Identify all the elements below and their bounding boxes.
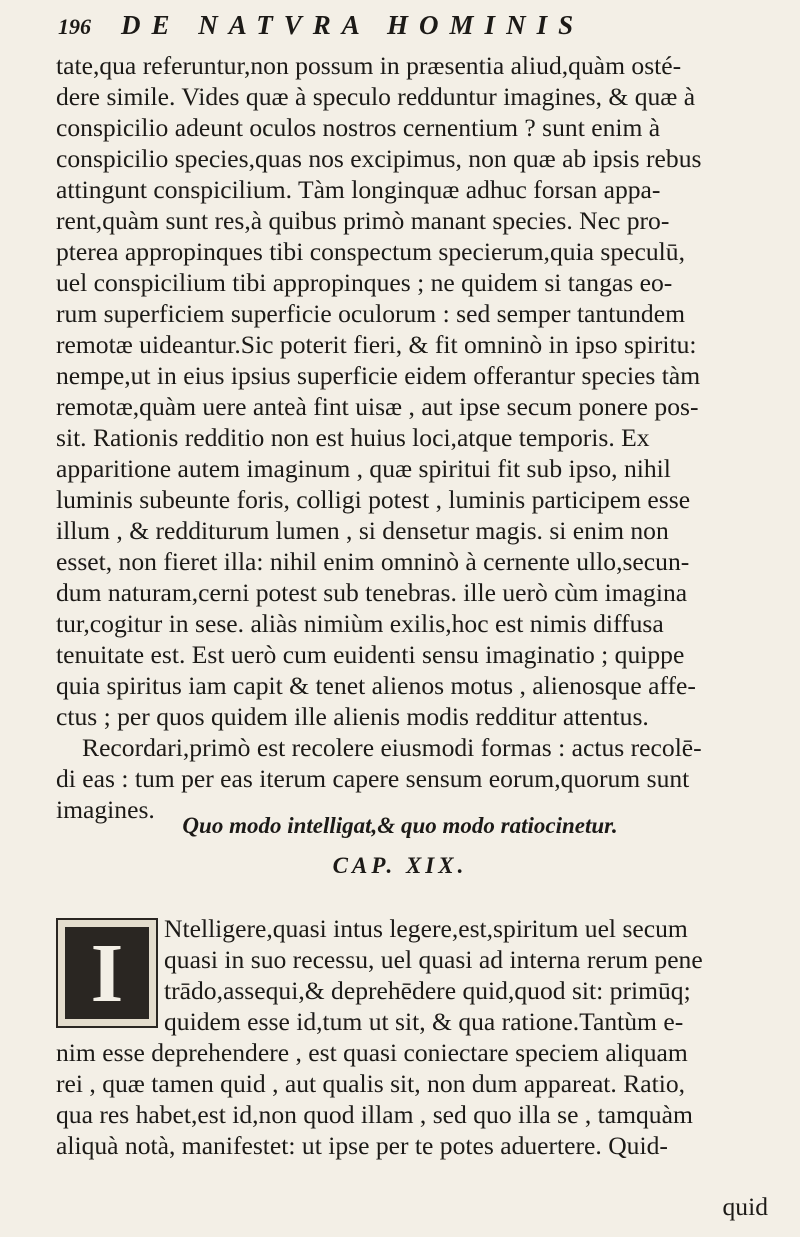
running-head-title: DE NATVRA HOMINIS (121, 10, 585, 40)
text-line: remotæ uideantur.Sic poterit fieri, & fit omninò in ipso spiritu: (56, 330, 697, 359)
text-line: aliquà notà, manifestet: ut ipse per te potes aduertere. Quid- (56, 1131, 668, 1160)
catchword: quid (722, 1192, 768, 1221)
text-line: dum naturam,cerni potest sub tenebras. ille uerò cùm imagina (56, 578, 688, 607)
text-line: rei , quæ tamen quid , aut qualis sit, non dum appareat. Ratio, (56, 1069, 686, 1098)
text-line: illum , & redditurum lumen , si densetur magis. si enim non (56, 516, 669, 545)
text-line: quia spiritus iam capit & tenet alienos motus , alienosque affe- (56, 671, 696, 700)
text-line: esset, non fieret illa: nihil enim omninò à cernente ullo,secun- (56, 547, 690, 576)
text-line: dere simile. Vides quæ à speculo redduntur imagines, & quæ à (56, 82, 696, 111)
text-line: sit. Rationis redditio non est huius loci,atque temporis. Ex (56, 423, 650, 452)
text-line: luminis subeunte foris, colligi potest , luminis participem esse (56, 485, 691, 514)
text-line: apparitione autem imaginum , quæ spiritui fit sub ipso, nihil (56, 454, 671, 483)
text-line: rent,quàm sunt res,à quibus primò manant species. Nec pro- (56, 206, 670, 235)
text-line: trādo,assequi,& deprehēdere quid,quod sit: primūq; (164, 976, 691, 1005)
chapter-heading: Quo modo intelligat,& quo modo ratiocinetur. (182, 813, 618, 838)
text-line: quasi in suo recessu, uel quasi ad interna rerum pene (164, 945, 703, 974)
running-header (58, 10, 760, 41)
initial-letter: I (65, 927, 149, 1019)
text-line: conspicilio species,quas nos excipimus, non quæ ab ipsis rebus (56, 144, 702, 173)
text-line: Ntelligere,quasi intus legere,est,spiritum uel secum (164, 914, 688, 943)
text-line: quidem esse id,tum ut sit, & qua ratione.Tantùm e- (164, 1007, 684, 1036)
text-line: conspicilio adeunt oculos nostros cernentium ? sunt enim à (56, 113, 661, 142)
text-line: rum superficiem superficie oculorum : sed semper tantundem (56, 299, 685, 328)
text-line-indented: Recordari,primò est recolere eiusmodi formas : actus recolē- (82, 733, 702, 762)
chapter-number: CAP. XIX. (332, 853, 468, 878)
text-line: imagines. (56, 795, 155, 824)
text-line: tur,cogitur in sese. aliàs nimiùm exilis,hoc est nimis diffusa (56, 609, 664, 638)
text-line: tenuitate est. Est uerò cum euidenti sensu imaginatio ; quippe (56, 640, 685, 669)
text-line: ctus ; per quos quidem ille alienis modis redditur attentus. (56, 702, 649, 731)
text-line: pterea appropinques tibi conspectum specierum,quia speculū, (56, 237, 685, 266)
text-line: uel conspicilium tibi appropinques ; ne quidem si tangas eo- (56, 268, 673, 297)
chapter-text-block (56, 913, 772, 1161)
text-line: qua res habet,est id,non quod illam , sed quo illa se , tamquàm (56, 1100, 693, 1129)
page-number: 196 (58, 14, 91, 39)
main-text-block (56, 50, 772, 825)
text-line: attingunt conspicilium. Tàm longinquæ adhuc forsan appa- (56, 175, 661, 204)
text-line: di eas : tum per eas iterum capere sensum eorum,quorum sunt (56, 764, 690, 793)
text-line: remotæ,quàm uere anteà fint uisæ , aut ipse secum ponere pos- (56, 392, 699, 421)
text-line: tate,qua referuntur,non possum in præsentia aliud,quàm osté- (56, 51, 682, 80)
text-line: nempe,ut in eius ipsius superficie eidem offerantur species tàm (56, 361, 701, 390)
text-line: nim esse deprehendere , est quasi coniectare speciem aliquam (56, 1038, 688, 1067)
